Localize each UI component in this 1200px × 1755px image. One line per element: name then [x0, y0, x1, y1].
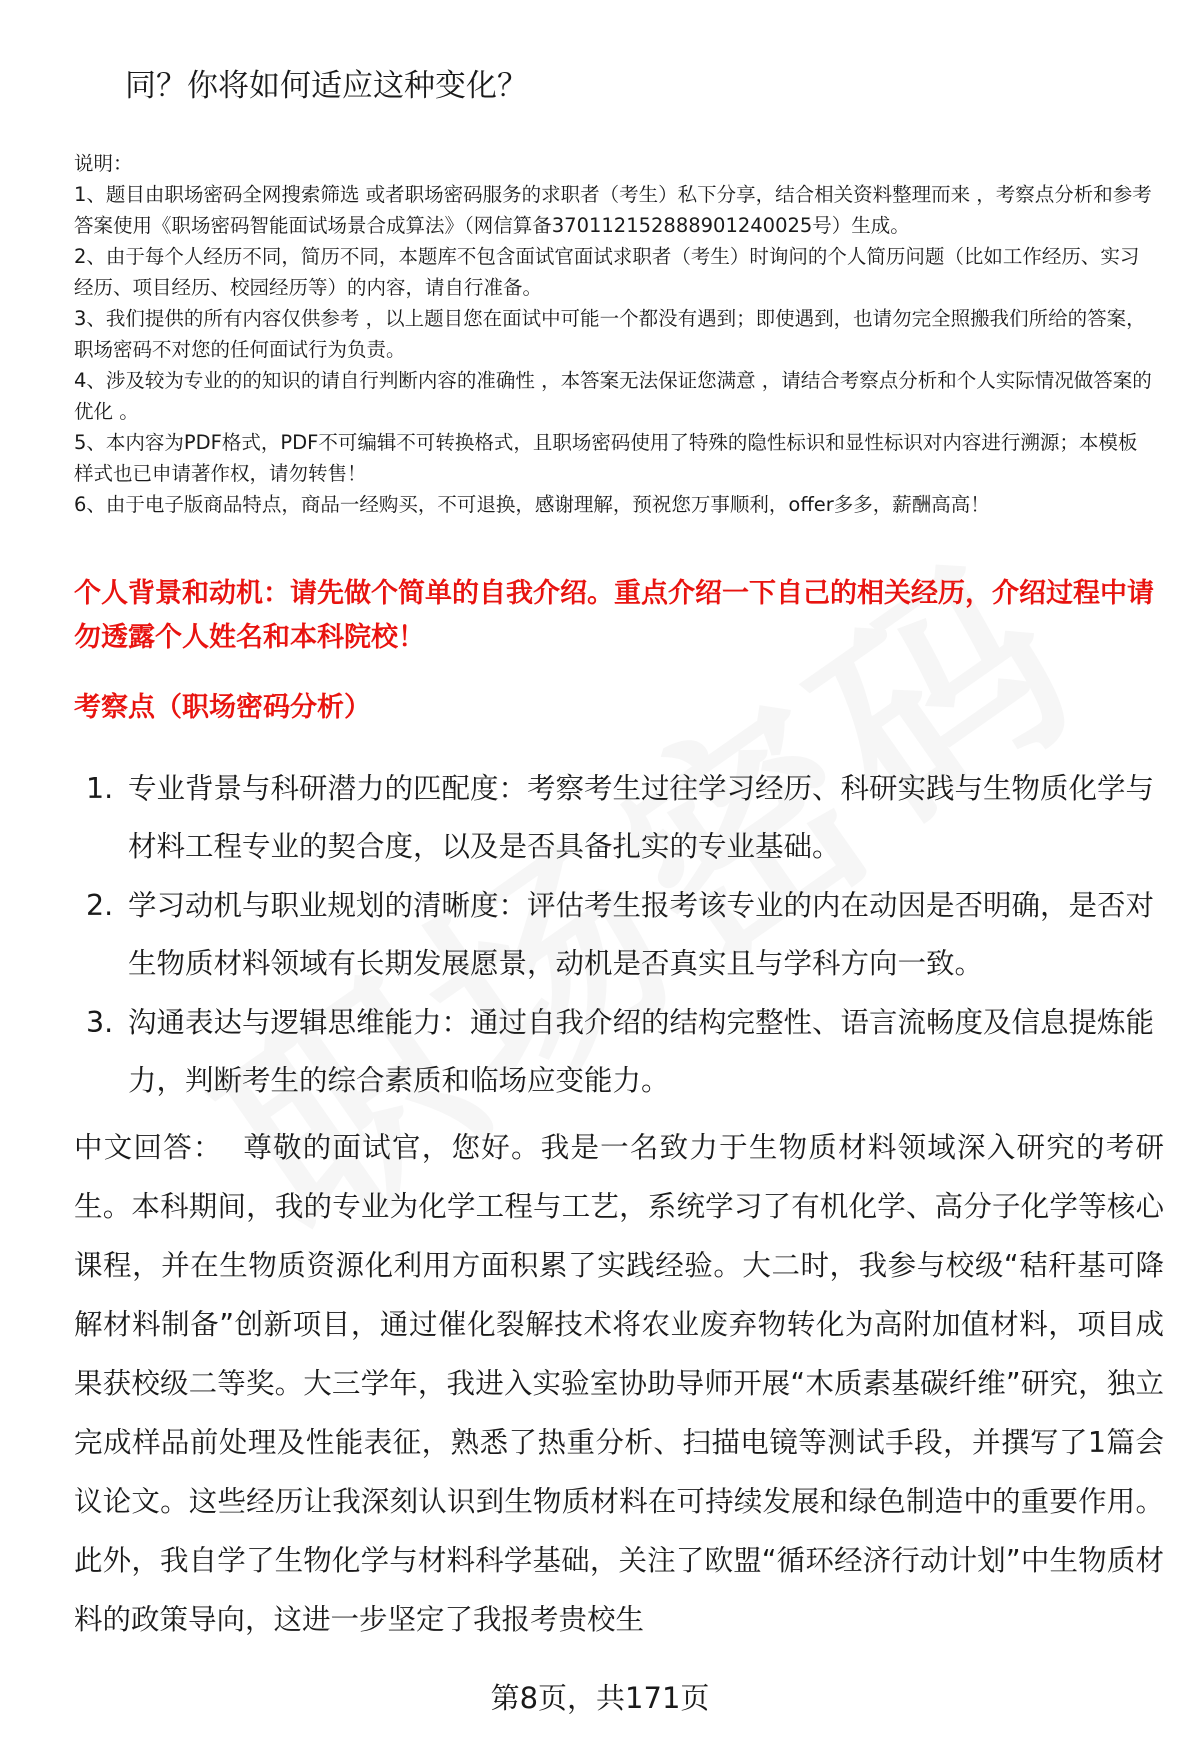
note-item: 4、涉及较为专业的的知识的请自行判断内容的准确性 ，本答案无法保证您满意 ，请结合考察点分析和个人实际情况做答案的优化 。 [74, 369, 1152, 423]
analysis-point [74, 994, 1164, 1110]
analysis-point [74, 760, 1164, 876]
point-number: 3. [86, 1006, 114, 1039]
notes-title: 说明： [74, 152, 133, 175]
question-heading: 个人背景和动机：请先做个简单的自我介绍。重点介绍一下自己的相关经历，介绍过程中请勿透露个人姓名和本科院校！ [74, 578, 1154, 653]
analysis-heading: 考察点（职场密码分析） [74, 692, 371, 723]
answer-paragraph [74, 1118, 1164, 1649]
note-item: 1、题目由职场密码全网搜索筛选 或者职场密码服务的求职者（考生）私下分享，结合相关资料整理而来 ，考察点分析和参考答案使用《职场密码智能面试场景合成算法》（网信算备370112152888901240025号）生成。 [74, 183, 1152, 237]
note-item: 3、我们提供的所有内容仅供参考 ，以上题目您在面试中可能一个都没有遇到；即使遇到，也请勿完全照搬我们所给的答案，职场密码不对您的任何面试行为负责。 [74, 307, 1146, 361]
point-text: 专业背景与科研潜力的匹配度：考察考生过往学习经历、科研实践与生物质化学与材料工程专业的契合度，以及是否具备扎实的专业基础。 [128, 772, 1155, 863]
analysis-point [74, 877, 1164, 993]
note-item: 2、由于每个人经历不同，简历不同，本题库不包含面试官面试求职者（考生）时询问的个人简历问题（比如工作经历、实习经历、项目经历、校园经历等）的内容，请自行准备。 [74, 245, 1140, 299]
previous-question-tail: 同？你将如何适应这种变化？ [125, 68, 528, 104]
point-number: 1. [86, 772, 114, 805]
answer-text: 尊敬的面试官，您好。我是一名致力于生物质材料领域深入研究的考研生。本科期间，我的专业为化学工程与工艺，系统学习了有机化学、高分子化学等核心课程，并在生物质资源化利用方面积累了实践经验。大二时，我参与校级“秸秆基可降解材料制备”创新项目，通过催化裂解技术将农业废弃物转化为高附加值材料，项目成果获校级二等奖。大三学年，我进入实验室协助导师开展“木质素基碳纤维”研究，独立完成样品前处理及性能表征，熟悉了热重分析、扫描电镜等测试手段，并撰写了1篇会议论文。这些经历让我深刻认识到生物质材料在可持续发展和绿色制造中的重要作用。此外，我自学了生物化学与材料科学基础，关注了欧盟“循环经济行动计划”中生物质材料的政策导向，这进一步坚定了我报考贵校生 [74, 1131, 1164, 1636]
point-text: 沟通表达与逻辑思维能力：通过自我介绍的结构完整性、语言流畅度及信息提炼能力，判断考生的综合素质和临场应变能力。 [128, 1006, 1155, 1097]
note-item: 5、本内容为PDF格式，PDF不可编辑不可转换格式，且职场密码使用了特殊的隐性标识和显性标识对内容进行溯源；本模板样式也已申请著作权，请勿转售！ [74, 431, 1138, 485]
analysis-points [74, 760, 1164, 1111]
point-number: 2. [86, 889, 114, 922]
point-text: 学习动机与职业规划的清晰度：评估考生报考该专业的内在动因是否明确，是否对生物质材料领域有长期发展愿景，动机是否真实且与学科方向一致。 [128, 889, 1155, 980]
notes-section [74, 148, 1154, 520]
note-item: 6、由于电子版商品特点，商品一经购买，不可退换，感谢理解，预祝您万事顺利，offer多多，薪酬高高！ [74, 493, 990, 516]
page-footer: 第8页，共171页 [490, 1681, 710, 1715]
answer-label: 中文回答： [74, 1131, 223, 1164]
